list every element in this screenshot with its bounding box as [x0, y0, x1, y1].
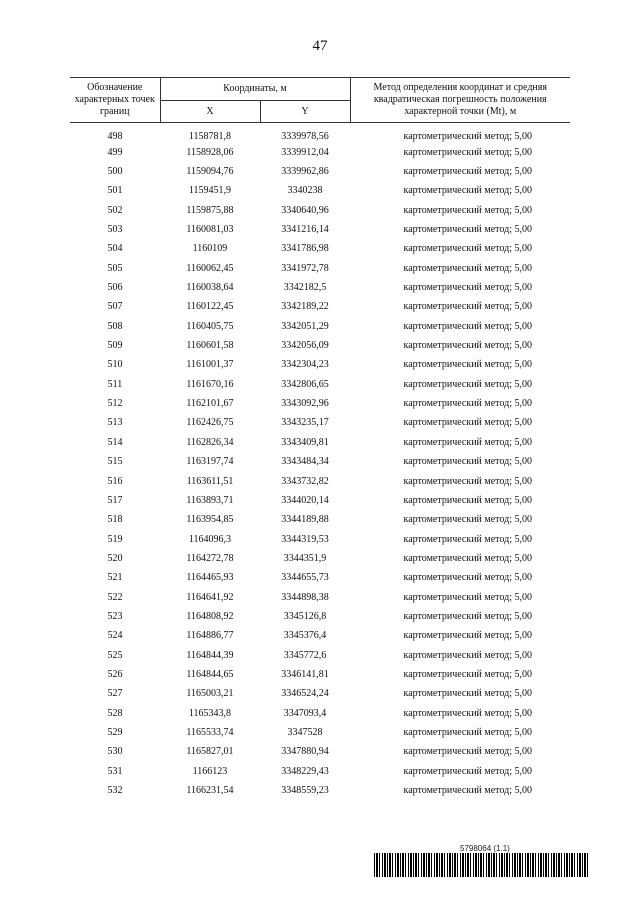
point-cell: 532 — [107, 785, 123, 797]
point-cell: 517 — [107, 494, 123, 506]
y-cell: 3339912,04 — [281, 146, 329, 158]
x-cell: 1162426,75 — [186, 417, 234, 429]
y-cell: 3341972,78 — [281, 262, 329, 274]
table-row — [70, 394, 570, 413]
y-cell: 3344189,88 — [281, 514, 329, 526]
table-row — [70, 723, 570, 742]
table-row — [70, 336, 570, 355]
point-cell: 518 — [107, 514, 123, 526]
x-cell: 1166123 — [192, 765, 228, 777]
point-cell: 510 — [107, 359, 123, 371]
x-cell: 1164641,92 — [186, 591, 234, 603]
y-cell: 3343732,82 — [281, 475, 329, 487]
point-cell: 513 — [107, 417, 123, 429]
x-cell: 1160122,45 — [186, 301, 234, 313]
point-cell: 507 — [107, 301, 123, 313]
method-cell: картометрический метод; 5,00 — [403, 552, 532, 564]
method-cell: картометрический метод; 5,00 — [403, 301, 532, 313]
x-cell: 1163954,85 — [186, 514, 234, 526]
x-cell: 1161001,37 — [186, 359, 234, 371]
x-cell: 1160405,75 — [186, 320, 234, 332]
method-cell: картометрический метод; 5,00 — [403, 359, 532, 371]
y-cell: 3344020,14 — [281, 494, 329, 506]
point-cell: 531 — [107, 765, 123, 777]
table-row — [70, 781, 570, 800]
table-header — [70, 78, 570, 123]
table-row — [70, 414, 570, 433]
method-cell: картометрический метод; 5,00 — [403, 436, 532, 448]
table-row — [70, 472, 570, 491]
y-cell: 3347528 — [287, 726, 323, 738]
method-cell: картометрический метод; 5,00 — [403, 746, 532, 758]
y-cell: 3343484,34 — [281, 456, 329, 468]
table-row — [70, 530, 570, 549]
x-cell: 1163197,74 — [186, 456, 234, 468]
x-cell: 1159451,9 — [188, 185, 232, 197]
table-row — [70, 665, 570, 684]
x-cell: 1162101,67 — [186, 398, 234, 410]
table-row — [70, 220, 570, 239]
x-cell: 1160081,03 — [186, 224, 234, 236]
method-cell: картометрический метод; 5,00 — [403, 688, 532, 700]
point-cell: 522 — [107, 591, 123, 603]
y-cell: 3344898,38 — [281, 591, 329, 603]
table-row — [70, 607, 570, 626]
method-cell: картометрический метод; 5,00 — [403, 533, 532, 545]
y-cell: 3348229,43 — [281, 765, 329, 777]
method-cell: картометрический метод; 5,00 — [403, 707, 532, 719]
point-cell: 523 — [107, 610, 123, 622]
y-cell: 3342189,22 — [281, 301, 329, 313]
method-cell: картометрический метод; 5,00 — [403, 765, 532, 777]
y-cell: 3339962,86 — [281, 166, 329, 178]
y-cell: 3347093,4 — [283, 707, 327, 719]
table-row — [70, 240, 570, 259]
method-cell: картометрический метод; 5,00 — [403, 610, 532, 622]
point-cell: 527 — [107, 688, 123, 700]
table-row — [70, 646, 570, 665]
x-cell: 1165533,74 — [186, 726, 234, 738]
table-row — [70, 433, 570, 452]
point-cell: 516 — [107, 475, 123, 487]
method-cell: картометрический метод; 5,00 — [403, 475, 532, 487]
point-cell: 520 — [107, 552, 123, 564]
table-row — [70, 762, 570, 781]
x-cell: 1164844,65 — [186, 668, 234, 680]
method-cell: картометрический метод; 5,00 — [403, 340, 532, 352]
table-row — [70, 259, 570, 278]
y-cell: 3345376,4 — [283, 630, 327, 642]
x-cell: 1158928,06 — [186, 146, 234, 158]
method-cell: картометрический метод; 5,00 — [403, 224, 532, 236]
point-cell: 529 — [107, 726, 123, 738]
y-cell: 3344319,53 — [281, 533, 329, 545]
point-column-header: Обозначение характерных точек границ — [70, 78, 160, 123]
y-cell: 3348559,23 — [281, 785, 329, 797]
method-cell: картометрический метод; 5,00 — [403, 282, 532, 294]
x-cell: 1165003,21 — [186, 688, 234, 700]
method-cell: картометрический метод; 5,00 — [403, 166, 532, 178]
method-column-header: Метод определения координат и средняя квадратическая погрешность положения характерной точки (Mt), м — [350, 78, 570, 123]
method-cell: картометрический метод; 5,00 — [403, 456, 532, 468]
table-row — [70, 162, 570, 181]
method-cell: картометрический метод; 5,00 — [403, 131, 532, 142]
y-cell: 3344655,73 — [281, 572, 329, 584]
table-row — [70, 569, 570, 588]
x-cell: 1164096,3 — [188, 533, 232, 545]
table-row — [70, 627, 570, 646]
table-row — [70, 201, 570, 220]
table-row — [70, 123, 570, 144]
y-cell: 3343235,17 — [281, 417, 329, 429]
x-cell: 1160109 — [192, 243, 228, 255]
y-cell: 3346524,24 — [281, 688, 329, 700]
method-cell: картометрический метод; 5,00 — [403, 649, 532, 661]
method-cell: картометрический метод; 5,00 — [403, 514, 532, 526]
point-cell: 505 — [107, 262, 123, 274]
table-row — [70, 356, 570, 375]
method-cell: картометрический метод; 5,00 — [403, 204, 532, 216]
point-cell: 512 — [107, 398, 123, 410]
table-row — [70, 704, 570, 723]
method-cell: картометрический метод; 5,00 — [403, 668, 532, 680]
table-body — [70, 123, 570, 801]
table-row — [70, 143, 570, 162]
method-cell: картометрический метод; 5,00 — [403, 185, 532, 197]
point-cell: 515 — [107, 456, 123, 468]
x-cell: 1161670,16 — [186, 378, 234, 390]
point-cell: 499 — [107, 146, 123, 158]
point-cell: 501 — [107, 185, 123, 197]
table-row — [70, 511, 570, 530]
y-cell: 3345772,6 — [283, 649, 327, 661]
table-row — [70, 278, 570, 297]
method-cell: картометрический метод; 5,00 — [403, 572, 532, 584]
method-cell: картометрический метод; 5,00 — [403, 146, 532, 158]
x-cell: 1164465,93 — [186, 572, 234, 584]
method-cell: картометрический метод; 5,00 — [403, 726, 532, 738]
x-cell: 1159875,88 — [186, 204, 234, 216]
coordinates-table — [70, 77, 570, 801]
y-cell: 3342304,23 — [281, 359, 329, 371]
point-cell: 519 — [107, 533, 123, 545]
x-cell: 1164272,78 — [186, 552, 234, 564]
x-cell: 1162826,34 — [186, 436, 234, 448]
x-cell: 1166231,54 — [186, 785, 234, 797]
table-row — [70, 743, 570, 762]
method-cell: картометрический метод; 5,00 — [403, 320, 532, 332]
point-cell: 502 — [107, 204, 123, 216]
method-cell: картометрический метод; 5,00 — [403, 417, 532, 429]
point-cell: 504 — [107, 243, 123, 255]
x-cell: 1165827,01 — [186, 746, 234, 758]
x-cell: 1164844,39 — [186, 649, 234, 661]
y-cell: 3342056,09 — [281, 340, 329, 352]
method-cell: картометрический метод; 5,00 — [403, 785, 532, 797]
x-cell: 1160062,45 — [186, 262, 234, 274]
table-row — [70, 375, 570, 394]
table-row — [70, 182, 570, 201]
barcode — [374, 853, 588, 877]
x-cell: 1163893,71 — [186, 494, 234, 506]
method-cell: картометрический метод; 5,00 — [403, 398, 532, 410]
point-cell: 511 — [107, 378, 123, 390]
x-cell: 1164886,77 — [186, 630, 234, 642]
table-row — [70, 453, 570, 472]
table-row — [70, 588, 570, 607]
table-row — [70, 317, 570, 336]
x-cell: 1159094,76 — [186, 166, 234, 178]
y-cell: 3341786,98 — [281, 243, 329, 255]
table-row — [70, 549, 570, 568]
y-cell: 3340238 — [287, 185, 323, 197]
x-cell: 1160601,58 — [186, 340, 234, 352]
y-cell: 3344351,9 — [283, 552, 327, 564]
method-cell: картометрический метод; 5,00 — [403, 378, 532, 390]
x-cell: 1160038,64 — [186, 282, 234, 294]
y-cell: 3340640,96 — [281, 204, 329, 216]
table-row — [70, 685, 570, 704]
method-cell: картометрический метод; 5,00 — [403, 591, 532, 603]
point-cell: 514 — [107, 436, 123, 448]
coordinates-column-header: Координаты, м — [160, 78, 350, 101]
x-cell: 1165343,8 — [188, 707, 232, 719]
y-cell: 3343092,96 — [281, 398, 329, 410]
method-cell: картометрический метод; 5,00 — [403, 494, 532, 506]
point-cell: 506 — [107, 282, 123, 294]
y-cell: 3339978,56 — [281, 131, 329, 142]
point-cell: 524 — [107, 630, 123, 642]
y-cell: 3342182,5 — [283, 282, 327, 294]
y-cell: 3342051,29 — [281, 320, 329, 332]
y-cell: 3346141,81 — [281, 668, 329, 680]
method-cell: картометрический метод; 5,00 — [403, 262, 532, 274]
y-cell: 3343409,81 — [281, 436, 329, 448]
page-number: 47 — [312, 38, 328, 54]
method-cell: картометрический метод; 5,00 — [403, 243, 532, 255]
x-cell: 1158781,8 — [188, 131, 232, 142]
x-cell: 1164808,92 — [186, 610, 234, 622]
y-cell: 3342806,65 — [281, 378, 329, 390]
point-cell: 509 — [107, 340, 123, 352]
table-row — [70, 491, 570, 510]
y-cell: 3347880,94 — [281, 746, 329, 758]
table-row — [70, 298, 570, 317]
point-cell: 503 — [107, 224, 123, 236]
method-cell: картометрический метод; 5,00 — [403, 630, 532, 642]
y-cell: 3345126,8 — [283, 610, 327, 622]
point-cell: 508 — [107, 320, 123, 332]
point-cell: 530 — [107, 746, 123, 758]
point-cell: 525 — [107, 649, 123, 661]
point-cell: 498 — [107, 131, 123, 142]
point-cell: 521 — [107, 572, 123, 584]
point-cell: 500 — [107, 166, 123, 178]
point-cell: 528 — [107, 707, 123, 719]
y-cell: 3341216,14 — [281, 224, 329, 236]
x-cell: 1163611,51 — [186, 475, 234, 487]
y-column-header: Y — [260, 101, 350, 123]
point-cell: 526 — [107, 668, 123, 680]
document-code: 5798064 (1.1) — [460, 844, 510, 853]
x-column-header: X — [160, 101, 260, 123]
